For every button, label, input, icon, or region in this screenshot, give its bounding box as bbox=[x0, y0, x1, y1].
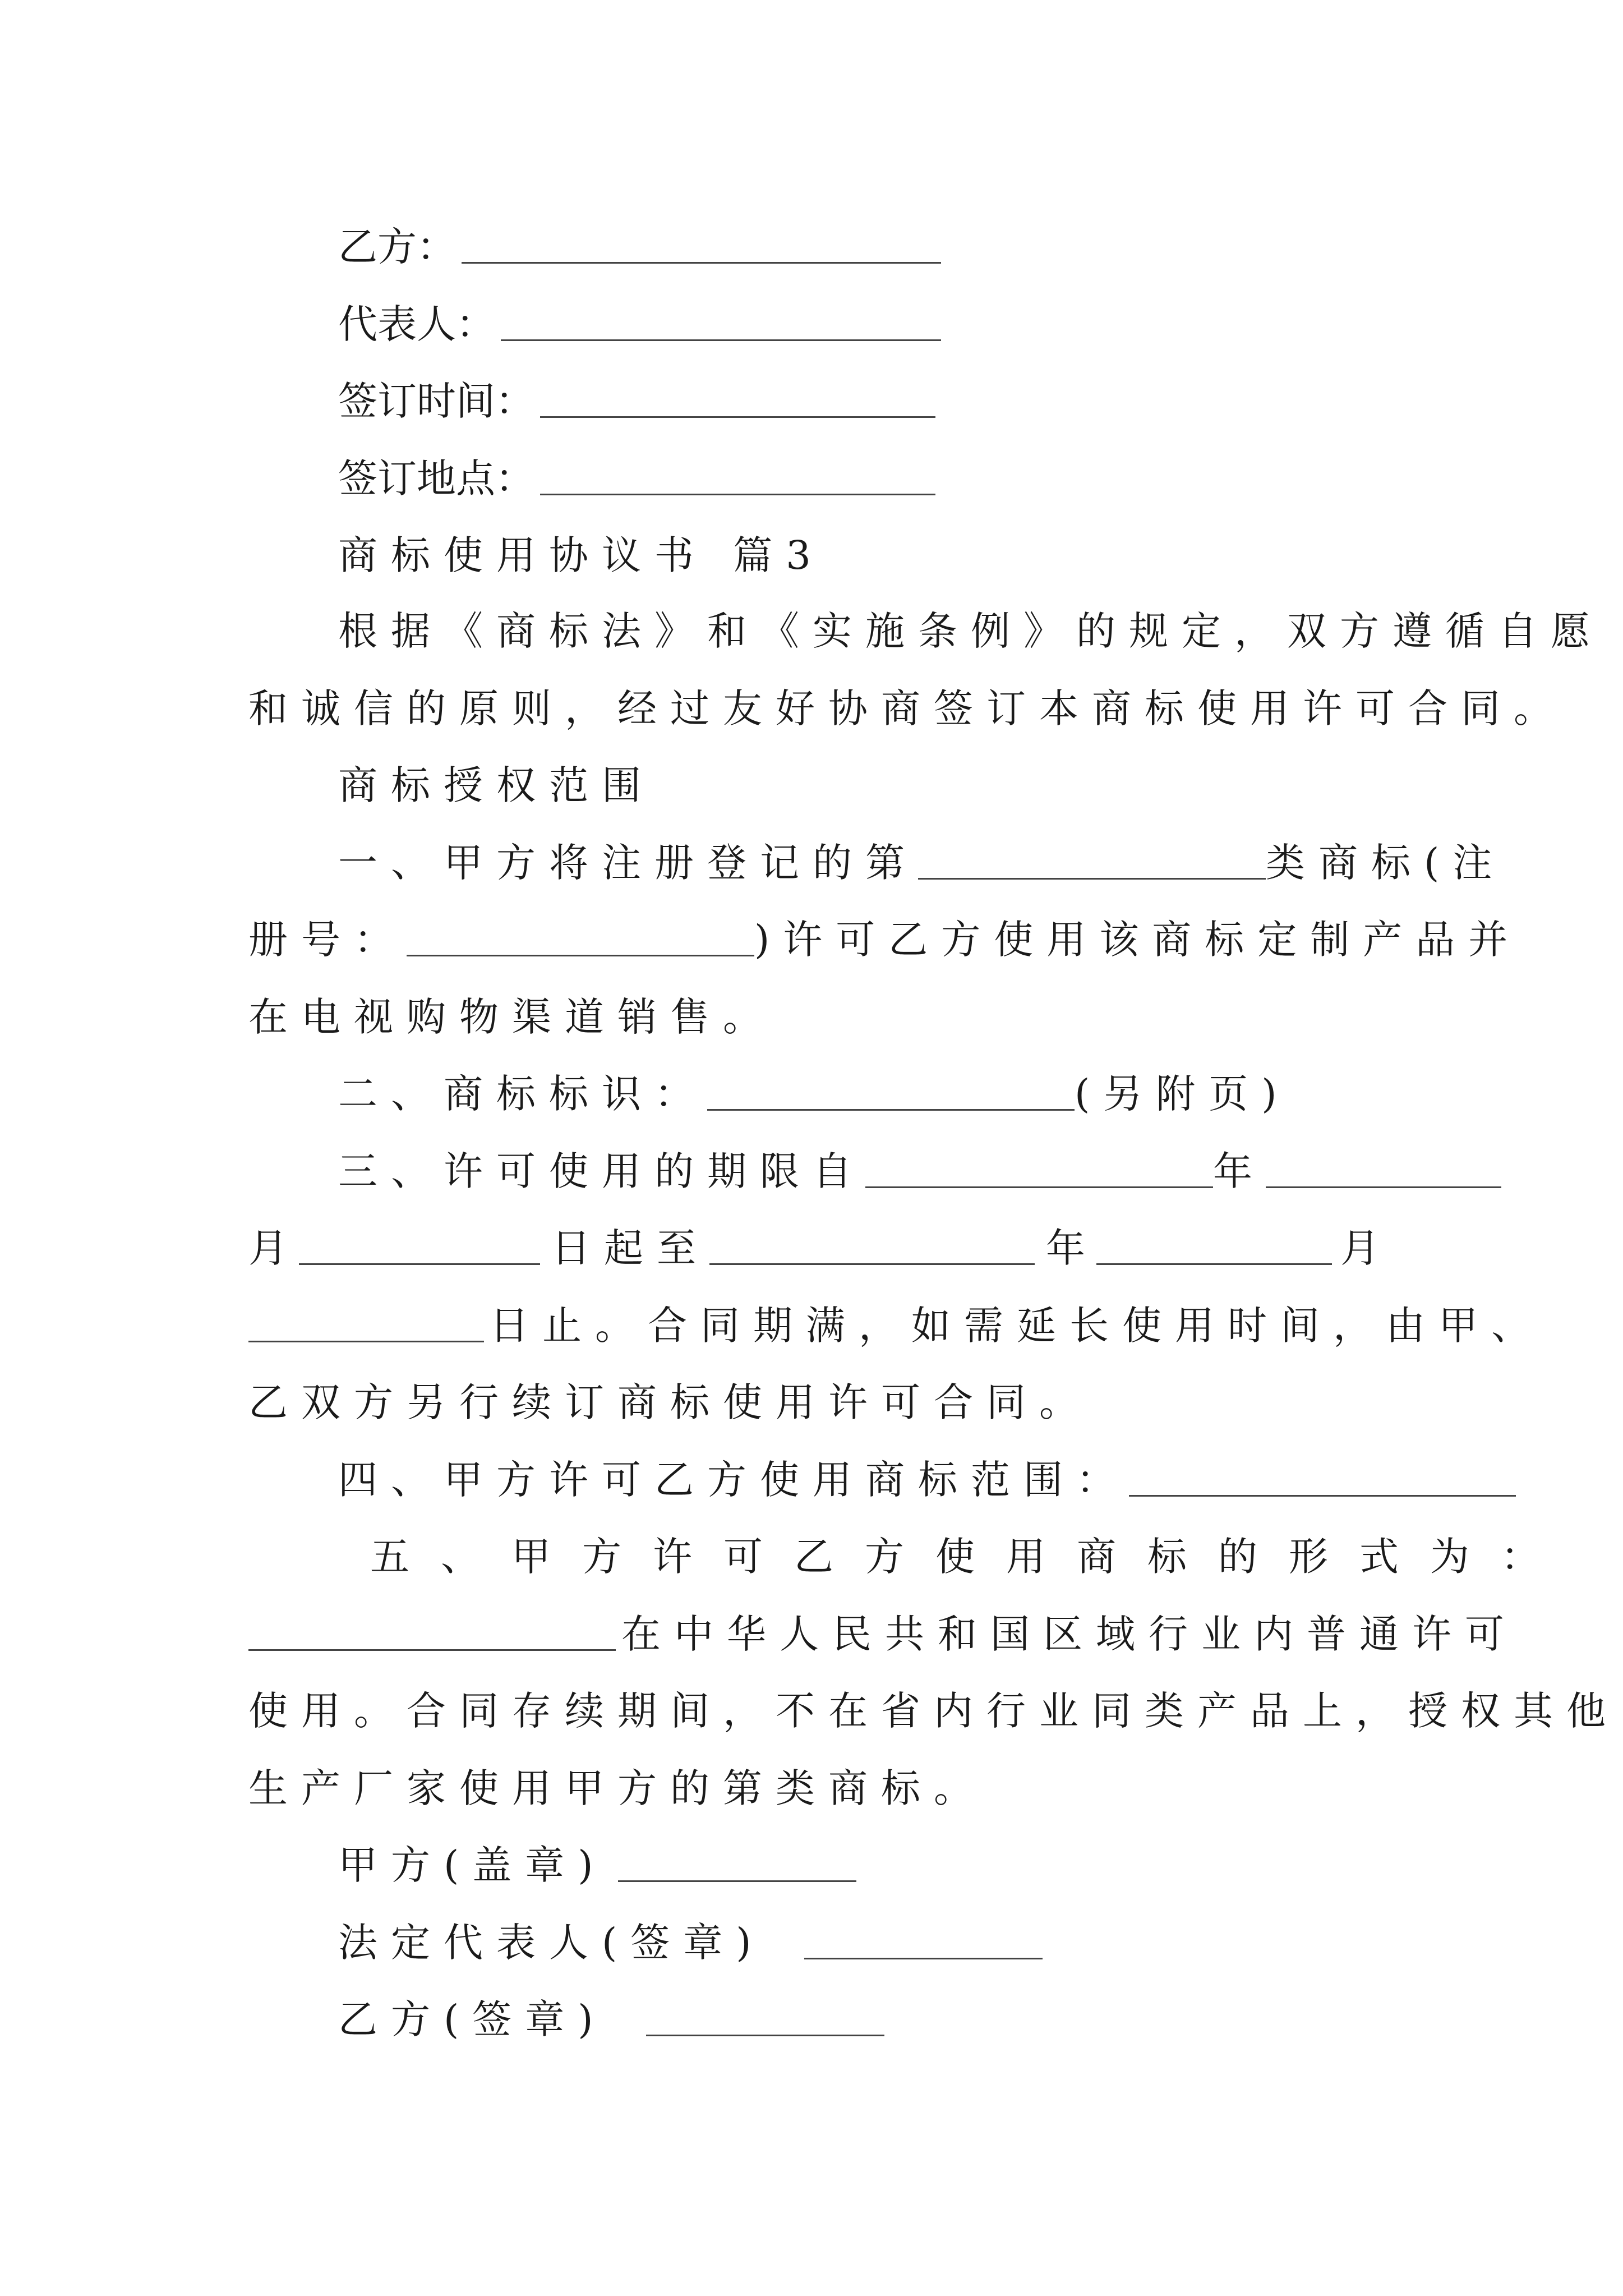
clause2-line bbox=[338, 1071, 1290, 1117]
party-b-sign-field[interactable] bbox=[646, 2003, 884, 2036]
party-b-line bbox=[338, 224, 941, 270]
scope-heading: 商标授权范围 bbox=[338, 762, 654, 808]
clause5-text-b: 在中华人民共和国区域行业内普通许可 bbox=[621, 1611, 1518, 1657]
start-day-field[interactable] bbox=[299, 1232, 540, 1265]
clause3-text-e: 年 bbox=[1046, 1225, 1085, 1271]
clause3-text-a: 三、许可使用的期限自 bbox=[338, 1148, 865, 1194]
signing-place-field[interactable] bbox=[540, 462, 935, 495]
clause4-text-a: 四、甲方许可乙方使用商标范围： bbox=[338, 1457, 1129, 1503]
start-year-field[interactable] bbox=[865, 1155, 1213, 1188]
party-b-sign-label: 乙方(签章) bbox=[338, 1996, 607, 2042]
clause2-text-b: (另附页) bbox=[1075, 1071, 1290, 1117]
trademark-class-field[interactable] bbox=[918, 846, 1266, 880]
clause3-line-2 bbox=[248, 1225, 1380, 1271]
party-a-seal-label: 甲方(盖章) bbox=[338, 1842, 607, 1888]
legal-rep-sign-field[interactable] bbox=[804, 1926, 1043, 1959]
legal-rep-sign-label: 法定代表人(签章) bbox=[338, 1920, 765, 1966]
representative-line bbox=[338, 301, 941, 347]
clause3-line-3 bbox=[248, 1303, 1544, 1349]
clause5-line-3: 使用。合同存续期间，不在省内行业同类产品上，授权其他 bbox=[248, 1688, 1619, 1734]
legal-rep-sign-line bbox=[338, 1920, 1043, 1966]
clause1-line-2 bbox=[248, 917, 1521, 963]
intro-line-1: 根据《商标法》和《实施条例》的规定，双方遵循自愿 bbox=[338, 608, 1603, 654]
signing-time-field[interactable] bbox=[540, 385, 935, 418]
party-a-seal-line bbox=[338, 1842, 856, 1888]
representative-label: 代表人： bbox=[338, 301, 495, 347]
party-a-seal-field[interactable] bbox=[618, 1849, 856, 1882]
end-year-field[interactable] bbox=[709, 1232, 1035, 1265]
clause1-text-a: 一、甲方将注册登记的第 bbox=[338, 840, 918, 886]
clause5-line-2 bbox=[248, 1611, 1518, 1657]
clause3-text-b: 年 bbox=[1213, 1148, 1266, 1194]
section-title: 商标使用协议书 篇3 bbox=[338, 532, 824, 578]
trademark-mark-field[interactable] bbox=[707, 1078, 1075, 1111]
end-day-field[interactable] bbox=[248, 1309, 484, 1342]
clause3-line-4: 乙双方另行续订商标使用许可合同。 bbox=[248, 1379, 1092, 1425]
party-b-field[interactable] bbox=[462, 231, 941, 264]
signing-time-label: 签订时间： bbox=[338, 378, 534, 424]
usage-scope-field[interactable] bbox=[1129, 1464, 1516, 1497]
clause1-text-d: )许可乙方使用该商标定制产品并 bbox=[754, 917, 1521, 963]
clause3-text-f: 月 bbox=[1340, 1225, 1380, 1271]
clause1-text-c: 册号： bbox=[248, 917, 407, 963]
clause1-text-b: 类商标(注 bbox=[1266, 840, 1506, 886]
party-b-label: 乙方： bbox=[338, 224, 456, 270]
clause5-line-1: 五、甲方许可乙方使用商标的形式为： bbox=[370, 1534, 1571, 1580]
clause1-line-1 bbox=[338, 840, 1506, 886]
clause3-text-g: 日止。合同期满，如需延长使用时间，由甲、 bbox=[490, 1303, 1544, 1349]
end-month-field[interactable] bbox=[1096, 1232, 1332, 1265]
clause5-line-4: 生产厂家使用甲方的第类商标。 bbox=[248, 1765, 986, 1811]
signing-time-line bbox=[338, 378, 935, 424]
party-b-sign-line bbox=[338, 1996, 884, 2042]
clause4-line bbox=[338, 1457, 1516, 1503]
clause1-line-3: 在电视购物渠道销售。 bbox=[248, 994, 776, 1040]
representative-field[interactable] bbox=[501, 308, 941, 341]
clause3-text-d: 日起至 bbox=[551, 1225, 709, 1271]
usage-form-field[interactable] bbox=[248, 1618, 616, 1651]
signing-place-line bbox=[338, 455, 935, 501]
intro-line-2: 和诚信的原则，经过友好协商签订本商标使用许可合同。 bbox=[248, 685, 1566, 731]
start-month-field[interactable] bbox=[1266, 1155, 1501, 1188]
clause3-line-1 bbox=[338, 1148, 1501, 1194]
signing-place-label: 签订地点： bbox=[338, 455, 534, 501]
clause2-text-a: 二、商标标识： bbox=[338, 1071, 707, 1117]
registration-number-field[interactable] bbox=[407, 923, 754, 956]
clause3-text-c: 月 bbox=[248, 1225, 288, 1271]
